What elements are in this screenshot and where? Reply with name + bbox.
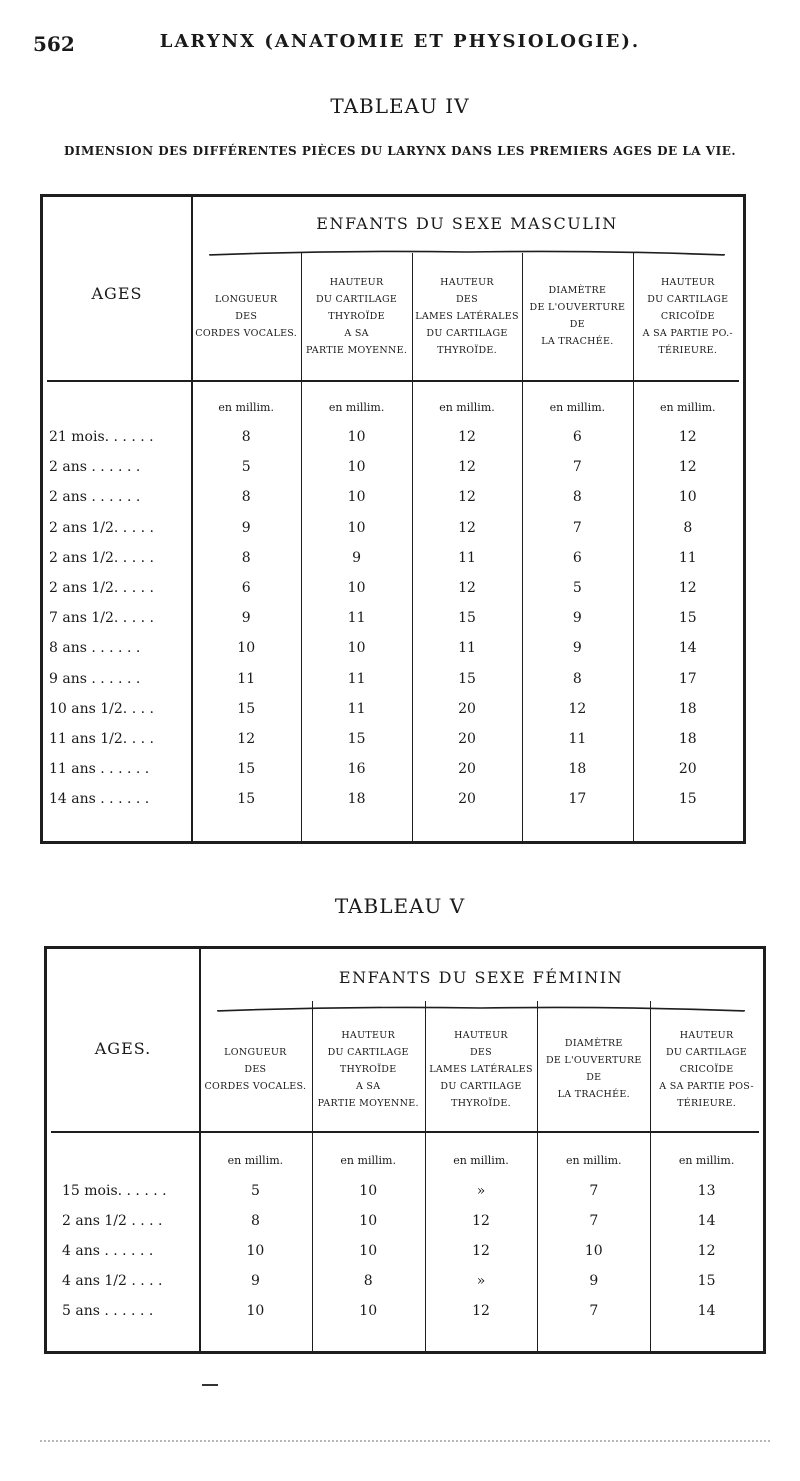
row-age: 15 mois. . . . . . bbox=[62, 1183, 167, 1199]
cell-value: 12 bbox=[697, 1243, 716, 1259]
header-rule bbox=[47, 380, 739, 382]
cell-value: 15 bbox=[458, 610, 476, 627]
cell-value: 10 bbox=[347, 519, 366, 536]
group-header: ENFANTS DU SEXE MASCULIN bbox=[316, 214, 618, 233]
cell-value: 13 bbox=[697, 1183, 716, 1199]
row-age: 5 ans . . . . . . bbox=[62, 1303, 154, 1319]
cell-value: 9 bbox=[250, 1273, 260, 1289]
cell-value: 6 bbox=[572, 549, 582, 566]
row-age: 21 mois. . . . . . bbox=[49, 429, 154, 445]
cell-value: 10 bbox=[347, 489, 366, 506]
row-age: 11 ans . . . . . . bbox=[49, 761, 150, 778]
cell-value: 12 bbox=[568, 700, 587, 717]
cell-value: » bbox=[476, 1183, 486, 1199]
cell-value: 10 bbox=[246, 1303, 265, 1319]
column-header: HAUTEUR DU CARTILAGE THYROÏDE A SA PARTIE MOYENNE. bbox=[305, 276, 408, 356]
cell-value: 20 bbox=[678, 761, 697, 778]
column-header: LONGUEUR DES CORDES VOCALES. bbox=[195, 293, 298, 339]
column-rule bbox=[425, 1001, 426, 1351]
running-title: LARYNX (ANATOMIE ET PHYSIOLOGIE). bbox=[159, 31, 641, 52]
cell-value: 12 bbox=[458, 459, 476, 476]
cell-value: 11 bbox=[678, 549, 697, 566]
unit-label: en millim. bbox=[678, 1154, 735, 1167]
table5-title: TABLEAU V bbox=[334, 894, 466, 918]
cell-value: 12 bbox=[458, 429, 476, 445]
cell-value: 18 bbox=[678, 731, 697, 747]
cell-value: 11 bbox=[568, 731, 587, 747]
cell-value: 12 bbox=[472, 1243, 490, 1259]
cell-value: 12 bbox=[472, 1303, 490, 1319]
cell-value: 7 bbox=[572, 459, 582, 476]
row-age: 2 ans 1/2. . . . . bbox=[49, 549, 154, 566]
column-rule bbox=[537, 1001, 538, 1351]
cell-value: 12 bbox=[458, 489, 476, 506]
unit-label: en millim. bbox=[227, 1154, 284, 1167]
cell-value: 12 bbox=[678, 580, 697, 596]
cell-value: 10 bbox=[359, 1243, 378, 1259]
unit-label: en millim. bbox=[660, 401, 716, 414]
column-header: HAUTEUR DES LAMES LATÉRALES DU CARTILAGE THYROÏDE. bbox=[429, 1029, 533, 1109]
cell-value: 10 bbox=[237, 640, 256, 657]
page-number: 562 bbox=[33, 32, 75, 56]
cell-value: 15 bbox=[347, 731, 366, 747]
row-age: 14 ans . . . . . . bbox=[49, 791, 150, 808]
cell-value: 5 bbox=[241, 459, 251, 476]
header-rule bbox=[51, 1131, 759, 1133]
cell-value: » bbox=[476, 1273, 486, 1289]
unit-label: en millim. bbox=[340, 1154, 396, 1167]
ages-header: AGES bbox=[91, 284, 143, 303]
cell-value: 15 bbox=[678, 610, 697, 627]
column-header: DIAMÈTRE DE L'OUVERTURE DE LA TRACHÉE. bbox=[529, 285, 626, 347]
cell-value: 15 bbox=[237, 791, 256, 808]
column-rule bbox=[650, 1001, 651, 1351]
column-header: HAUTEUR DU CARTILAGE THYROÏDE A SA PARTIE MOYENNE. bbox=[317, 1029, 419, 1109]
cell-value: 7 bbox=[589, 1303, 599, 1319]
cell-value: 17 bbox=[568, 791, 587, 808]
cell-value: 5 bbox=[572, 580, 582, 596]
footer-dotted-rule bbox=[40, 1440, 770, 1444]
column-rule bbox=[412, 253, 413, 841]
cell-value: 11 bbox=[347, 610, 366, 627]
cell-value: 12 bbox=[458, 580, 476, 596]
cell-value: 8 bbox=[363, 1273, 373, 1289]
cell-value: 9 bbox=[572, 610, 582, 627]
group-brace bbox=[209, 241, 725, 247]
cell-value: 9 bbox=[572, 640, 582, 657]
cell-value: 12 bbox=[678, 459, 697, 476]
cell-value: 12 bbox=[678, 429, 697, 445]
row-age: 2 ans 1/2. . . . . bbox=[49, 519, 154, 536]
cell-value: 10 bbox=[347, 459, 366, 476]
cell-value: 12 bbox=[237, 731, 256, 747]
cell-value: 20 bbox=[458, 761, 476, 778]
cell-value: 20 bbox=[458, 700, 476, 717]
cell-value: 6 bbox=[241, 580, 251, 596]
cell-value: 12 bbox=[458, 519, 476, 536]
group-header: ENFANTS DU SEXE FÉMININ bbox=[338, 968, 624, 987]
cell-value: 9 bbox=[241, 610, 251, 627]
cell-value: 10 bbox=[347, 640, 366, 657]
group-brace bbox=[217, 997, 745, 1003]
table4-title: TABLEAU IV bbox=[330, 94, 470, 118]
cell-value: 9 bbox=[352, 549, 362, 566]
cell-value: 14 bbox=[697, 1213, 716, 1229]
cell-value: 7 bbox=[572, 519, 582, 536]
cell-value: 11 bbox=[458, 640, 476, 657]
cell-value: 10 bbox=[347, 429, 366, 445]
stray-mark bbox=[202, 1384, 218, 1386]
column-rule bbox=[633, 253, 634, 841]
cell-value: 10 bbox=[359, 1303, 378, 1319]
ages-column-rule bbox=[199, 949, 201, 1351]
cell-value: 10 bbox=[678, 489, 697, 506]
cell-value: 14 bbox=[678, 640, 697, 657]
cell-value: 16 bbox=[347, 761, 366, 778]
unit-label: en millim. bbox=[549, 401, 606, 414]
table4-caption: DIMENSION DES DIFFÉRENTES PIÈCES DU LARYNX DANS LES PREMIERS AGES DE LA VIE. bbox=[63, 144, 737, 158]
cell-value: 10 bbox=[359, 1183, 378, 1199]
unit-label: en millim. bbox=[566, 1154, 622, 1167]
row-age: 4 ans . . . . . . bbox=[62, 1243, 154, 1259]
cell-value: 7 bbox=[589, 1213, 599, 1229]
row-age: 7 ans 1/2. . . . . bbox=[49, 610, 154, 627]
column-header: HAUTEUR DU CARTILAGE CRICOÏDE A SA PARTIE POS- TÉRIEURE. bbox=[659, 1029, 754, 1109]
cell-value: 8 bbox=[250, 1213, 260, 1229]
cell-value: 8 bbox=[241, 429, 251, 445]
cell-value: 8 bbox=[683, 519, 693, 536]
ages-header: AGES. bbox=[94, 1039, 152, 1058]
cell-value: 11 bbox=[458, 549, 476, 566]
column-rule bbox=[312, 1001, 313, 1351]
cell-value: 15 bbox=[237, 761, 256, 778]
cell-value: 18 bbox=[678, 700, 697, 717]
unit-label: en millim. bbox=[439, 401, 495, 414]
cell-value: 10 bbox=[359, 1213, 378, 1229]
cell-value: 15 bbox=[458, 670, 476, 687]
row-age: 2 ans . . . . . . bbox=[49, 489, 141, 506]
cell-value: 7 bbox=[589, 1183, 599, 1199]
cell-value: 10 bbox=[246, 1243, 265, 1259]
row-age: 2 ans . . . . . . bbox=[49, 459, 141, 476]
cell-value: 8 bbox=[241, 549, 251, 566]
row-age: 4 ans 1/2 . . . . bbox=[62, 1273, 163, 1289]
cell-value: 15 bbox=[678, 791, 697, 808]
column-header: HAUTEUR DU CARTILAGE CRICOÏDE A SA PARTIE PO.- TÉRIEURE. bbox=[642, 276, 733, 356]
cell-value: 6 bbox=[572, 429, 582, 445]
cell-value: 20 bbox=[458, 791, 476, 808]
row-age: 2 ans 1/2. . . . . bbox=[49, 580, 154, 596]
row-age: 2 ans 1/2 . . . . bbox=[62, 1213, 163, 1229]
cell-value: 10 bbox=[347, 580, 366, 596]
unit-label: en millim. bbox=[328, 401, 385, 414]
column-header: LONGUEUR DES CORDES VOCALES. bbox=[204, 1046, 307, 1092]
cell-value: 11 bbox=[237, 670, 256, 687]
cell-value: 9 bbox=[589, 1273, 599, 1289]
cell-value: 15 bbox=[237, 700, 256, 717]
cell-value: 11 bbox=[347, 700, 366, 717]
column-header: HAUTEUR DES LAMES LATÉRALES DU CARTILAGE THYROÏDE. bbox=[415, 276, 519, 356]
table4 bbox=[40, 194, 746, 844]
cell-value: 18 bbox=[568, 761, 587, 778]
cell-value: 8 bbox=[572, 670, 582, 687]
column-rule bbox=[522, 253, 523, 841]
cell-value: 15 bbox=[697, 1273, 716, 1289]
row-age: 8 ans . . . . . . bbox=[49, 640, 141, 657]
cell-value: 20 bbox=[458, 731, 476, 747]
cell-value: 10 bbox=[584, 1243, 603, 1259]
unit-label: en millim. bbox=[453, 1154, 509, 1167]
cell-value: 17 bbox=[678, 670, 697, 687]
cell-value: 8 bbox=[572, 489, 582, 506]
cell-value: 18 bbox=[347, 791, 366, 808]
cell-value: 8 bbox=[241, 489, 251, 506]
row-age: 11 ans 1/2. . . . bbox=[49, 731, 154, 747]
cell-value: 9 bbox=[241, 519, 251, 536]
table5 bbox=[44, 946, 766, 1354]
cell-value: 11 bbox=[347, 670, 366, 687]
row-age: 10 ans 1/2. . . . bbox=[49, 700, 154, 717]
cell-value: 5 bbox=[250, 1183, 260, 1199]
cell-value: 12 bbox=[472, 1213, 490, 1229]
row-age: 9 ans . . . . . . bbox=[49, 670, 141, 687]
column-rule bbox=[301, 253, 302, 841]
column-header: DIAMÈTRE DE L'OUVERTURE DE LA TRACHÉE. bbox=[545, 1038, 642, 1100]
unit-label: en millim. bbox=[218, 401, 274, 414]
cell-value: 14 bbox=[697, 1303, 716, 1319]
